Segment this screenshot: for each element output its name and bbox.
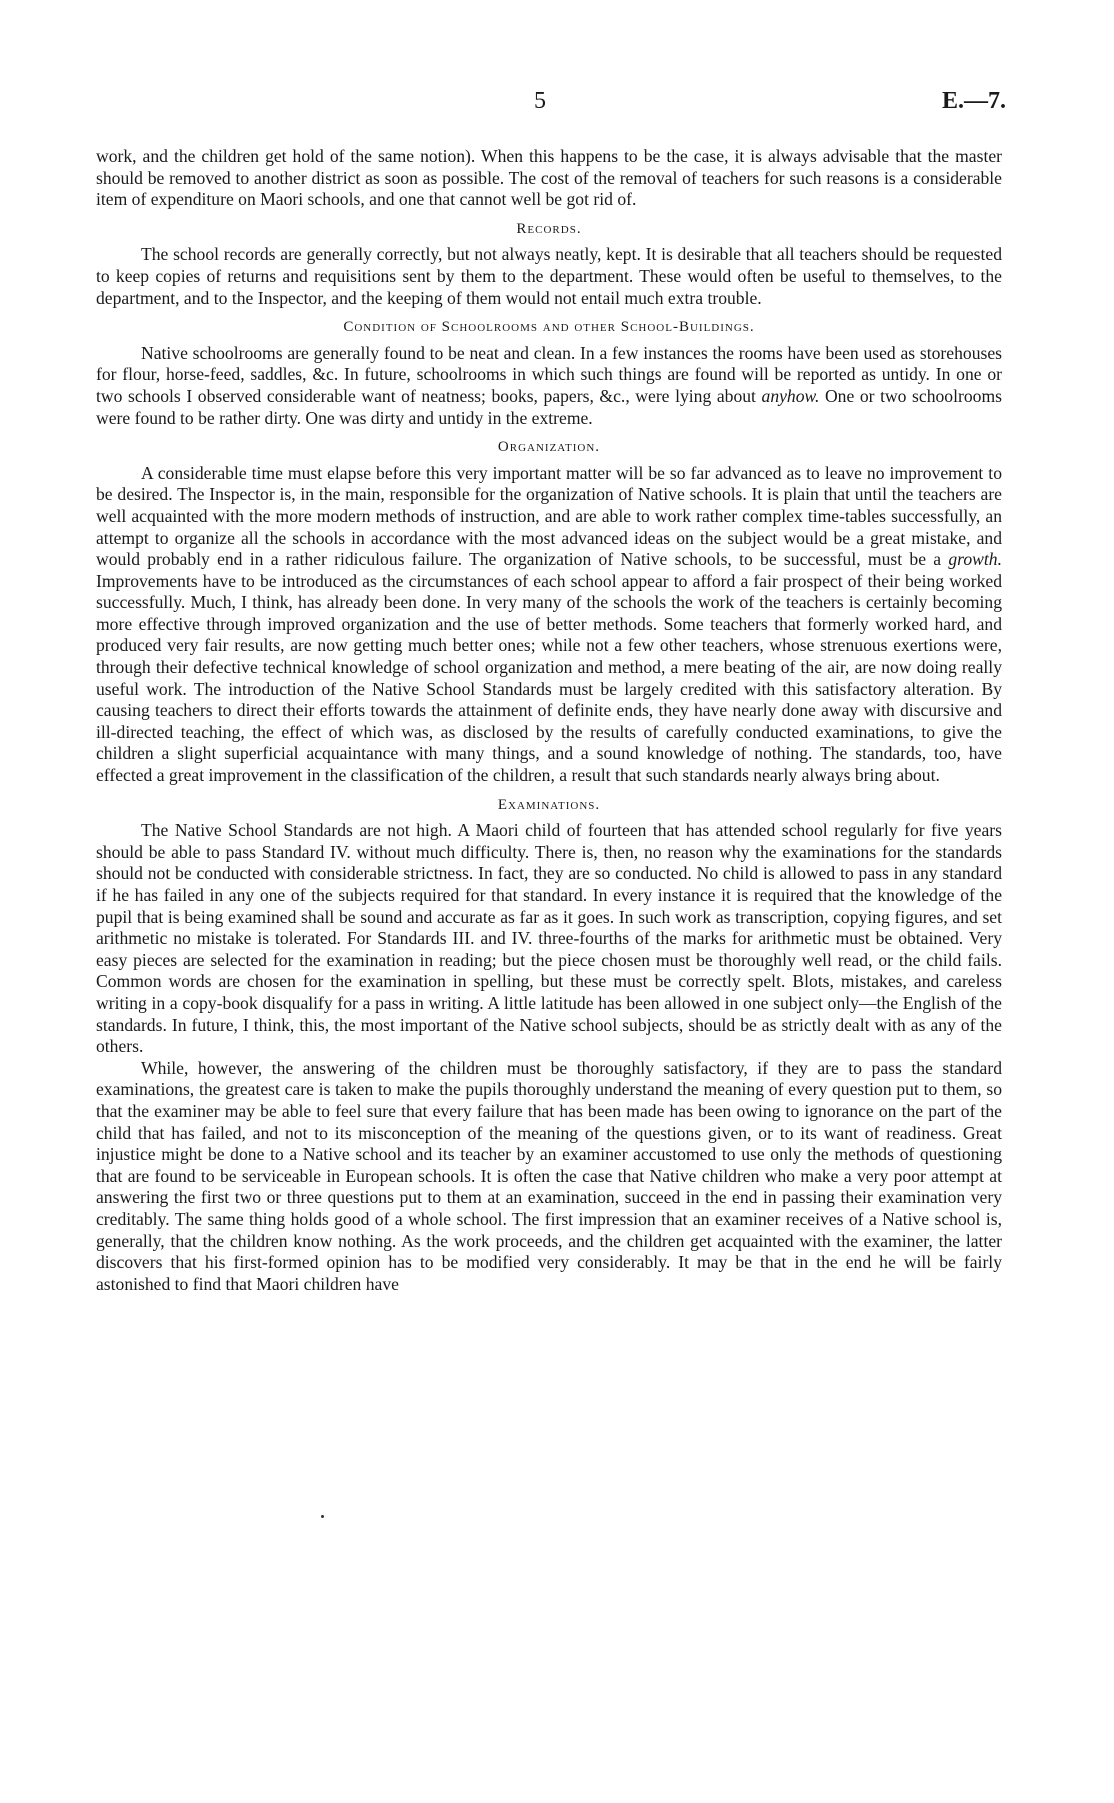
examinations-paragraph-1: The Native School Standards are not high. A Maori child of fourteen that has attended school regularly for five years should be able to pass Standard IV. without much difficulty. There is, then, no reason why the examinations for the standards should not be conducted with considerable strictness. In fact, they are so conducted. No child is allowed to pass in any standard if he has failed in any one of the subjects required for that standard. In every instance it is required that the knowledge of the pupil that is being examined shall be sound and accurate as far as it goes. In such work as transcription, copying figures, and set arithmetic no mistake is tolerated. For Standards III. and IV. three-fourths of the marks for arithmetic must be obtained. Very easy pieces are selected for the examination in reading; but the piece chosen must be thoroughly well read, or the child fails. Common words are chosen for the examination in spelling, but these must be correctly spelt. Blots, mistakes, and careless writing in a copy-book disqualify for a pass in writing. A little latitude has been allowed in one subject only—the English of the standards. In future, I think, this, the most important of the Native school subjects, should be as strictly dealt with as any of the others.: [96, 820, 1002, 1057]
condition-paragraph: [96, 343, 1002, 429]
condition-heading: Condition of Schoolrooms and other School-Buildings.: [343, 319, 755, 336]
organization-paragraph: [96, 463, 1002, 787]
organization-text-a: A considerable time must elapse before this very important matter will be so far advanced as to leave no improvement to be desired. The Inspector is, in the main, responsible for the organization of Native schools. It is plain that until the teachers are well acquainted with the more modern methods of instruction, and are able to work rather complex time-tables successfully, an attempt to organize all the schools in accordance with the most advanced ideas on the subject would be a great mistake, and would probably end in a rather ridiculous failure. The organization of Native schools, to be successful, must be a: [96, 462, 1002, 570]
page-number: 5: [534, 88, 546, 114]
document-body: [96, 146, 1002, 1295]
examinations-heading: Examinations.: [497, 796, 601, 813]
document-code: E.—7.: [941, 88, 1006, 114]
examinations-paragraph-2: While, however, the answering of the children must be thoroughly satisfactory, if they are to pass the standard examinations, the greatest care is taken to make the pupils thoroughly understand the meaning of every question put to them, so that the examiner may be able to feel sure that every failure that has been made has been owing to ignorance on the part of the child that has failed, and not to its misconception of the meaning of the questions given, or to its want of readiness. Great injustice might be done to a Native school and its teacher by an examiner accustomed to use only the methods of questioning that are found to be serviceable in European schools. It is often the case that Native children who make a very poor attempt at answering the first two or three questions put to them at an examination, succeed in the end in passing their examination very creditably. The same thing holds good of a whole school. The first impression that an examiner receives of a Native school is, generally, that the children know nothing. As the work proceeds, and the children get acquainted with the examiner, the latter discovers that his first-formed opinion has to be modified very considerably. It may be that in the end he will be fairly astonished to find that Maori children have: [96, 1057, 1002, 1294]
organization-heading: Organization.: [497, 439, 601, 456]
records-heading: Records.: [516, 220, 582, 237]
records-paragraph: The school records are generally correctly, but not always neatly, kept. It is desirable that all teachers should be requested to keep copies of returns and requisitions sent by them to the department. These would often be useful to themselves, to the department, and to the Inspector, and the keeping of them would not entail much extra trouble.: [96, 244, 1002, 308]
intro-paragraph: work, and the children get hold of the same notion). When this happens to be the case, it is always advisable that the master should be removed to another district as soon as possible. The cost of the removal of teachers for such reasons is a considerable item of expenditure on Maori schools, and one that cannot well be got rid of.: [96, 146, 1002, 210]
condition-emphasis: anyhow.: [761, 385, 820, 406]
organization-emphasis: growth.: [948, 549, 1002, 570]
condition-text-a: Native schoolrooms are generally found to be neat and clean. In a few instances the rooms have been used as storehouses for flour, horse-feed, saddles, &c. In future, schoolrooms in which such things are found will be reported as untidy. In one or two schools I observed considerable want of neatness; books, papers, &c., were lying about: [96, 342, 1002, 406]
page-header: [0, 88, 1114, 124]
organization-text-b: Improvements have to be introduced as the circumstances of each school appear to afford a fair prospect of their being worked successfully. Much, I think, has already been done. In very many of the schools the work of the teachers is certainly becoming more effective through improved organization and the use of better methods. Some teachers that formerly worked hard, and produced very fair results, are now getting much better ones; while not a few other teachers, whose strenuous exertions were, through their defective technical knowledge of school organization and method, a mere beating of the air, are now doing really useful work. The introduction of the Native School Standards must be largely credited with this satisfactory alteration. By causing teachers to direct their efforts towards the attainment of definite ends, they have nearly done away with discursive and ill-directed teaching, the effect of which was, as disclosed by the results of carefully conducted examinations, to give the children a slight superficial acquaintance with many things, and a sound knowledge of nothing. The standards, too, have effected a great improvement in the classification of the children, a result that such standards nearly always bring about.: [96, 570, 1002, 786]
stray-mark: [321, 1515, 324, 1518]
condition-text-b: One or two schoolrooms were found to be rather dirty. One was dirty and untidy in the extreme.: [96, 385, 1002, 428]
